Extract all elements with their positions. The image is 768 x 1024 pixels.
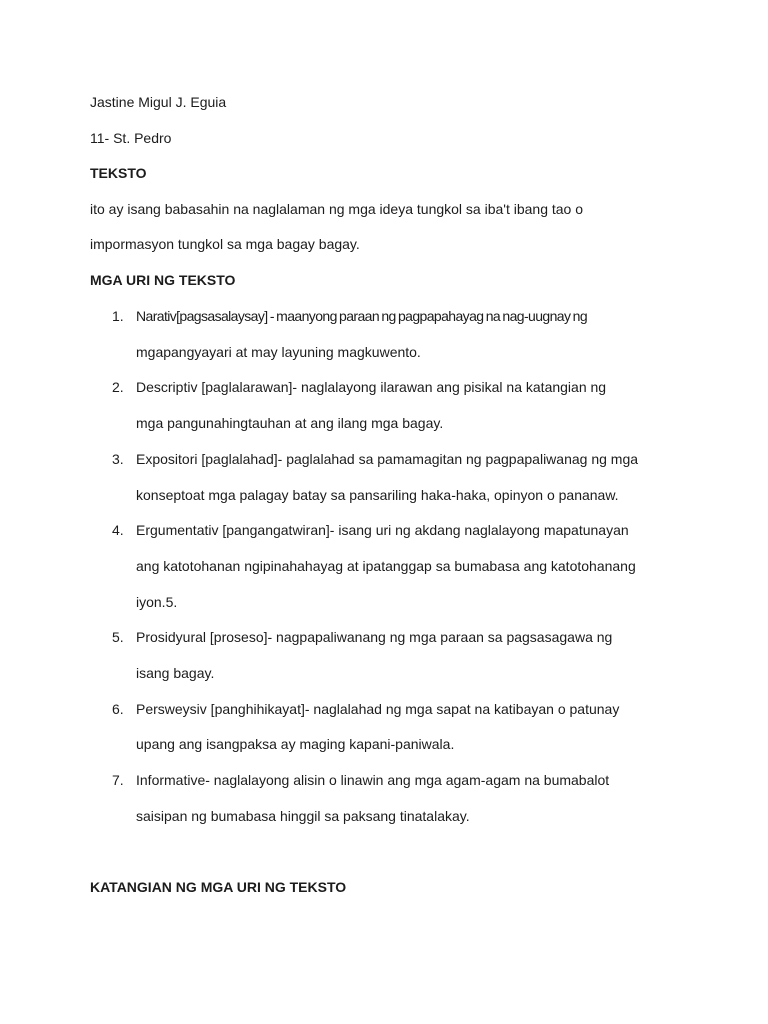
list-item-text: Expositori [paglalahad]- paglalahad sa pamamagitan ng pagpapaliwanag ng mga: [136, 451, 639, 467]
list-item-text: Narativ[pagsasalaysay] - maanyong paraan ng pagpapahayag na nag-uugnay ng: [136, 308, 588, 324]
list-item-text: ang katotohanan ngipinahahayag at ipatanggap sa bumabasa ang katotohanang: [136, 558, 636, 574]
list-item-text: mgapangyayari at may layuning magkuwento.: [136, 344, 421, 360]
list-item-text: isang bagay.: [136, 665, 215, 681]
list-item-text: konseptoat mga palagay batay sa pansariling haka-haka, opinyon o pananaw.: [136, 487, 619, 503]
list-item-number: 3.: [112, 451, 124, 467]
list-item-number: 1.: [112, 308, 124, 324]
heading-katangian: KATANGIAN NG MGA URI NG TEKSTO: [90, 879, 347, 895]
list-item-text: saisipan ng bumabasa hinggil sa paksang tinatalakay.: [136, 808, 470, 824]
list-item-text: Ergumentativ [pangangatwiran]- isang uri ng akdang naglalayong mapatunayan: [136, 522, 629, 538]
list-item-text: Descriptiv [paglalarawan]- naglalayong ilarawan ang pisikal na katangian ng: [136, 379, 607, 395]
list-item-text: mga pangunahingtauhan at ang ilang mga bagay.: [136, 415, 444, 431]
list-item-text: iyon.5.: [136, 594, 178, 610]
list-item-text: Persweysiv [panghihikayat]- naglalahad ng mga sapat na katibayan o patunay: [136, 701, 620, 717]
list-item-number: 4.: [112, 522, 124, 538]
list-item-text: upang ang isangpaksa ay maging kapani-paniwala.: [136, 736, 455, 752]
heading-teksto: TEKSTO: [90, 165, 147, 181]
definition-line: impormasyon tungkol sa mga bagay bagay.: [90, 236, 360, 252]
list-item-number: 7.: [112, 772, 124, 788]
definition-line: ito ay isang babasahin na naglalaman ng mga ideya tungkol sa iba't ibang tao o: [90, 201, 584, 217]
list-item-number: 2.: [112, 379, 124, 395]
heading-mga-uri-ng-teksto: MGA URI NG TEKSTO: [90, 272, 236, 288]
list-item-text: Informative- naglalayong alisin o linawin ang mga agam-agam na bumabalot: [136, 772, 610, 788]
author-name: Jastine Migul J. Eguia: [90, 94, 227, 110]
list-item-text: Prosidyural [proseso]- nagpapaliwanang ng mga paraan sa pagsasagawa ng: [136, 629, 613, 645]
list-item-number: 6.: [112, 701, 124, 717]
list-item-number: 5.: [112, 629, 124, 645]
section-name: 11- St. Pedro: [90, 130, 172, 146]
